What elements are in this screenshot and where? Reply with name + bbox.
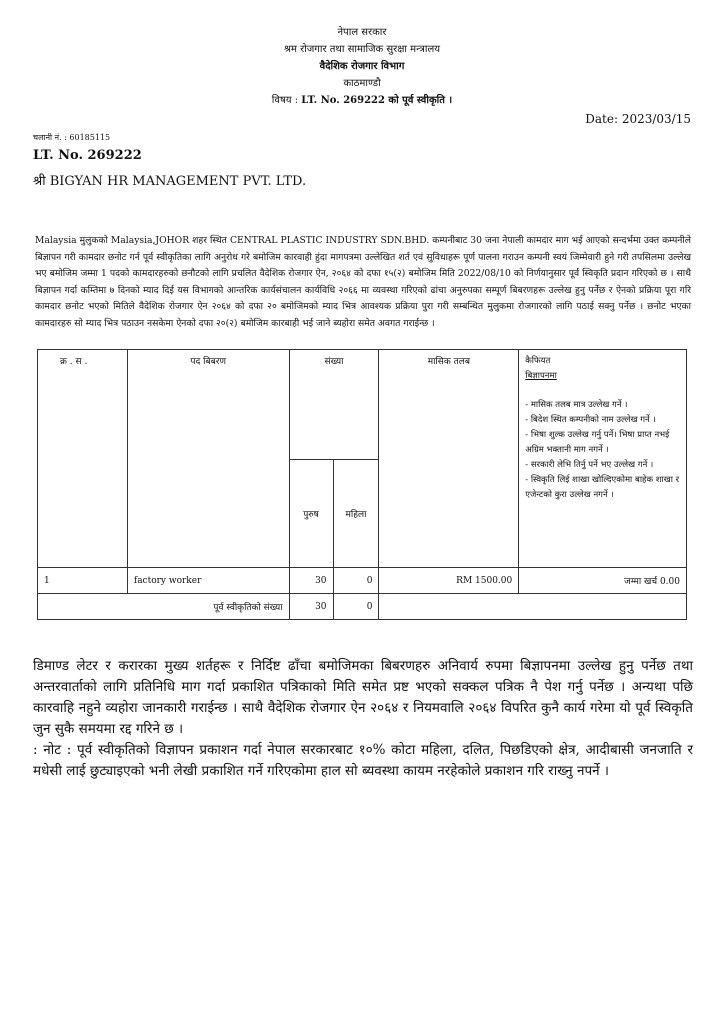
- approval-table: [37, 349, 687, 620]
- subject-suffix: को पूर्व स्वीकृति ।: [384, 95, 453, 106]
- remarks-item: - सरकारी लेभि तिर्नु पर्ने भए उल्लेख गर्ने ।: [525, 460, 654, 470]
- header-female: महिला: [333, 460, 379, 568]
- city-name: काठमाण्डौ: [343, 78, 381, 89]
- header-salary: मासिक तलब: [379, 350, 519, 568]
- conditions-paragraph: डिमाण्ड लेटर र करारका मुख्य शर्तहरू र निर्दिष्ट ढाँचा बमोजिमका बिबरणहरु अनिवार्य रुपमा बिज्ञापनमा उल्लेख हुनु पर्नेछ तथा अन्तरवार्ताको लागि प्रतिनिधि माग गर्दा प्रकाशित पत्रिकाको मिति समेत प्रष्ट भएको सक्कल पत्रिक नै पेश गर्नु पर्नेछ । अन्यथा पछि कारवाहि नहुने व्यहोरा जानकारी गराईन्छ । साथै वैदेशिक रोजगार ऐन २०६४ र नियमवालि २०६४ विपरित कुनै कार्य गरेमा यो पूर्व स्विकृति जुन सुकै समयमा रद्द गरिने छ ।: [33, 658, 693, 737]
- row-remarks: जम्मा खर्च 0.00: [519, 568, 687, 594]
- total-row: [38, 594, 687, 620]
- remarks-title: कैफियत: [525, 356, 551, 366]
- header-count: संख्या: [289, 350, 379, 460]
- remarks-item: - बिदेश स्थित कम्पनीको नाम उल्लेख गर्ने ।: [525, 415, 656, 425]
- row-male: 30: [289, 568, 333, 594]
- table-row: [38, 568, 687, 594]
- letter-date: Date: 2023/03/15: [585, 112, 691, 126]
- remarks-item: - स्विकृति लिई शाखा खोल्दिएकोमा बाहेक शाखा र एजेन्टको कुरा उल्लेख नगर्ने ।: [525, 475, 680, 500]
- department-name: वैदेशिक रोजगार विभाग: [319, 61, 405, 72]
- row-female: 0: [333, 568, 379, 594]
- lt-number: LT. No. 269222: [33, 148, 142, 163]
- header-post: पद बिबरण: [127, 350, 289, 568]
- remarks-item: - भिषा शुल्क उल्लेख गर्नु पर्ने। भिषा प्राप्त नभई अग्रिम भक्तानी माग नगर्ने ।: [525, 430, 670, 455]
- ministry-name: श्रम रोजगार तथा सामाजिक सुरक्षा मन्त्रालय: [283, 44, 441, 55]
- total-female: 0: [333, 594, 379, 620]
- row-post: factory worker: [127, 568, 289, 594]
- subject-line: [0, 92, 724, 109]
- addressee: श्री BIGYAN HR MANAGEMENT PVT. LTD.: [33, 174, 307, 189]
- subject-prefix: विषय :: [271, 95, 302, 106]
- header-male: पुरुष: [289, 460, 333, 568]
- row-salary: RM 1500.00: [379, 568, 519, 594]
- remarks-subtitle: बिज्ञापनमा: [525, 371, 557, 381]
- body-paragraph: Malaysia मुलुकको Malaysia,JOHOR शहर स्थित CENTRAL PLASTIC INDUSTRY SDN.BHD. कम्पनीबाट 30 जना नेपाली कामदार माग भई आएको सन्दर्भमा उक्त कम्पनीले बिज्ञापन गरी कामदार छनोट गर्न पूर्व स्वीकृतिका लागि अनुरोध गरे बमोजिम कारवाही हुंदा मागपत्रमा उल्लेखित शर्त एवं सुविधाहरू पूर्ण पालना गराउन कम्पनी स्वयं जिम्मेवारी हुने गरी तपसिलमा उल्लेख भए बमोजिम जम्मा 1 पदको कामदारहरुको छनौटको लागि प्रचलित वैदेशिक रोजगार ऐन, २०६४ को दफा १५(२) बमोजिम मिति 2022/08/10 को निर्णयानुसार पूर्व स्विकृति प्रदान गरिएको छ । साथै बिज्ञापन गर्दा कम्तिमा ७ दिनको म्याद दिई यस विभागको आन्तरिक कार्यसंचालन कार्यविधि २०६६ मा व्यवस्था गरिएको ढांचा अनुरुपका सम्पूर्ण बिबरणहरू उल्लेख हुनु पर्नेछ र ऐनको प्रक्रिया पूरा गरि कामदार छनोट भएको मितिले वैदेशिक रोजगार ऐन २०६४ को दफा २० बमोजिमको म्याद भित्र आवश्यक प्रक्रिया पुरा गरी सम्बन्धित मुलुकमा रोजगारको लागि पठाई सक्नु पर्नेछ । छनोट भएका कामदारहरु सो म्याद भित्र पठाउन नसकेमा ऐनको दफा २०(२) बमोजिम कारबाही भई जाने ब्यहोरा समेत अवगत गराईन्छ ।: [35, 235, 691, 329]
- gov-name: नेपाल सरकार: [337, 27, 387, 38]
- subject-lt-number: LT. No. 269222: [301, 95, 385, 106]
- total-label: पूर्व स्वीकृतिको संख्या: [38, 594, 290, 620]
- remarks-item: - मासिक तलब मात्र उल्लेख गर्ने ।: [525, 400, 628, 410]
- total-empty: [379, 594, 687, 620]
- chalani-number: चलानी नं. : 60185115: [33, 133, 111, 142]
- row-sn: 1: [38, 568, 128, 594]
- note-paragraph: : नोट : पूर्व स्वीकृतिको विज्ञापन प्रकाशन गर्दा नेपाल सरकारबाट १०% कोटा महिला, दलित, पिछडिएको क्षेत्र, आदीबासी जनजाति र मधेसी लाई छुट्याइएको भनी लेखी प्रकाशित गर्ने गरिएकोमा हाल सो ब्यवस्था कायम नरहेकोले प्रकाशन गरि राख्नु नपर्ने ।: [33, 742, 693, 779]
- header-remarks: [519, 350, 687, 568]
- header-sn: क्र . स .: [38, 350, 128, 568]
- total-male: 30: [289, 594, 333, 620]
